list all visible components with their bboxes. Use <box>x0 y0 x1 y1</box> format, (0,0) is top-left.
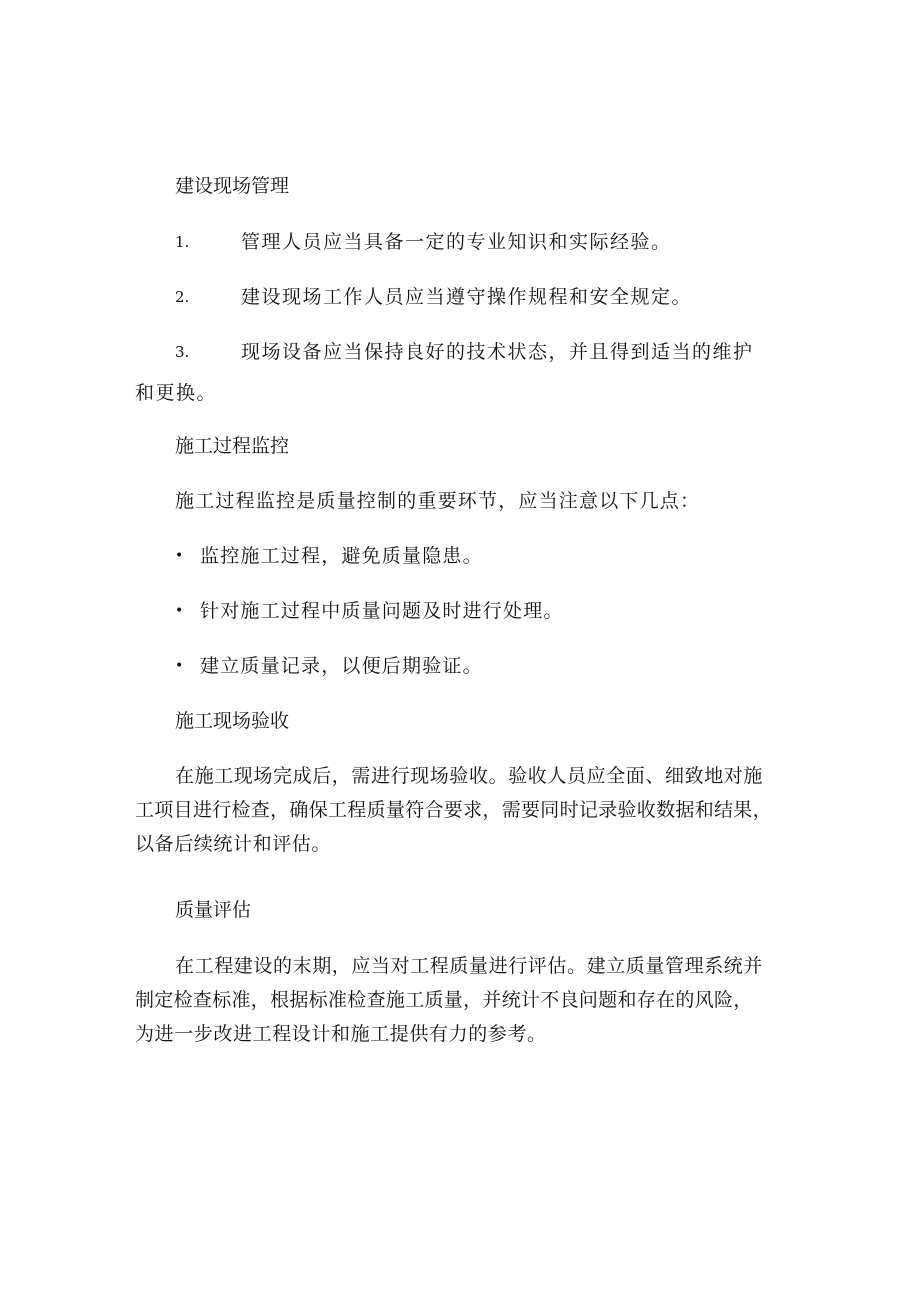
section-heading-site-acceptance: 施工现场验收 <box>175 710 290 732</box>
paragraph-line: 在施工现场完成后，需进行现场验收。验收人员应全面、细致地对施 <box>175 765 764 787</box>
bullet-text: 监控施工过程，避免质量隐患。 <box>200 545 483 567</box>
section-heading-quality-assessment: 质量评估 <box>175 899 252 921</box>
item-text: 建设现场工作人员应当遵守操作规程和安全规定。 <box>241 286 693 308</box>
paragraph-line: 以备后续统计和评估。 <box>135 833 332 855</box>
bullet-symbol: • <box>175 603 184 619</box>
item-text: 管理人员应当具备一定的专业知识和实际经验。 <box>241 231 672 253</box>
paragraph-line: 制定检查标准，根据标准检查施工质量，并统计不良问题和存在的风险， <box>135 989 753 1011</box>
item-number: 2. <box>175 288 190 306</box>
bullet-text: 针对施工过程中质量问题及时进行处理。 <box>200 600 564 622</box>
section-heading-site-management: 建设现场管理 <box>175 175 290 197</box>
paragraph-line: 在工程建设的末期，应当对工程质量进行评估。建立质量管理系统并 <box>175 955 764 977</box>
paragraph-line: 为进一步改进工程设计和施工提供有力的参考。 <box>135 1023 547 1045</box>
paragraph-site-acceptance <box>135 763 775 863</box>
item-text: 现场设备应当保持良好的技术状态，并且得到适当的维护 <box>241 341 754 363</box>
section-intro: 施工过程监控是质量控制的重要环节，应当注意以下几点： <box>175 490 701 512</box>
item-number: 1. <box>175 233 190 251</box>
item-number: 3. <box>175 343 190 361</box>
paragraph-line: 工项目进行检查，确保工程质量符合要求，需要同时记录验收数据和结果， <box>135 799 772 821</box>
bullet-symbol: • <box>175 548 184 564</box>
bullet-text: 建立质量记录，以便后期验证。 <box>200 655 483 677</box>
item-text-continuation: 和更换。 <box>135 382 218 404</box>
paragraph-quality-assessment <box>135 953 775 1053</box>
bullet-symbol: • <box>175 658 184 674</box>
section-heading-process-monitoring: 施工过程监控 <box>175 435 290 457</box>
